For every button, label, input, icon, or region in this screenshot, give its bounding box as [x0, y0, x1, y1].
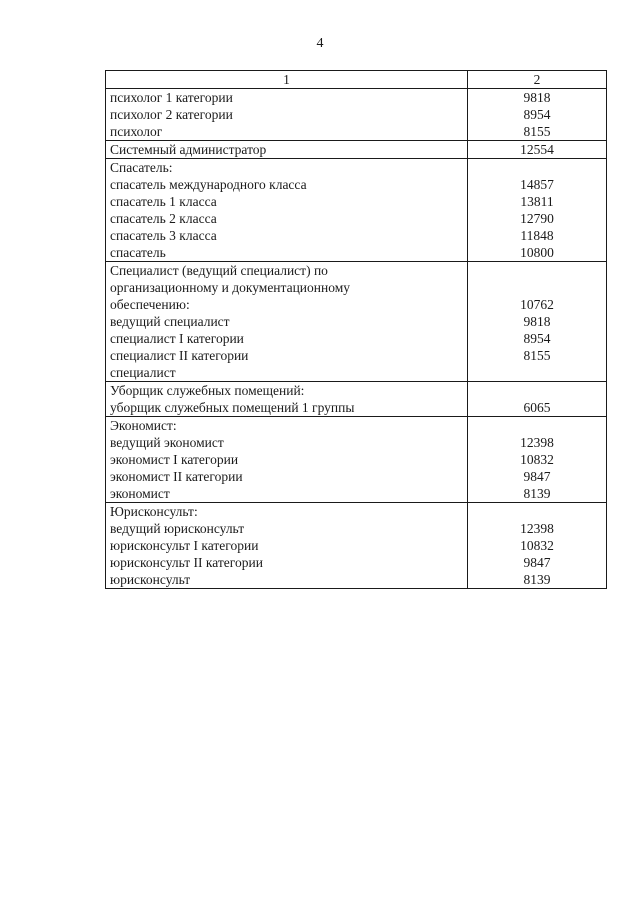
salary-value: 10832 — [520, 452, 554, 467]
group-title: Экономист: — [110, 418, 177, 433]
table-row — [106, 503, 607, 589]
position-name: юрисконсульт — [110, 572, 191, 587]
position-name: спасатель 1 класса — [110, 194, 217, 209]
position-cell — [106, 382, 468, 417]
position-name: уборщик служебных помещений 1 группы — [110, 400, 355, 415]
salary-value: 8954 — [523, 331, 551, 346]
table-row — [106, 262, 607, 382]
position-name: психолог 2 категории — [110, 107, 233, 122]
salary-cell — [468, 141, 607, 159]
position-name: ведущий экономист — [110, 435, 224, 450]
table-row — [106, 417, 607, 503]
position-cell — [106, 159, 468, 262]
salary-cell — [468, 262, 607, 382]
salary-value: 10800 — [520, 245, 554, 260]
position-cell — [106, 89, 468, 141]
salary-value: 11848 — [520, 228, 554, 243]
salary-value: 12790 — [520, 211, 554, 226]
salary-value: 8155 — [523, 124, 551, 139]
position-cell — [106, 141, 468, 159]
salary-cell — [468, 503, 607, 589]
group-title: Юрисконсульт: — [110, 504, 198, 519]
salary-value: 9847 — [523, 555, 551, 570]
table-row — [106, 89, 607, 141]
column-header-salary: 2 — [468, 71, 607, 89]
position-cell — [106, 503, 468, 589]
table-row — [106, 141, 607, 159]
salary-cell — [468, 382, 607, 417]
salary-value: 8139 — [523, 572, 551, 587]
salary-cell — [468, 89, 607, 141]
salary-value: 8155 — [523, 348, 551, 363]
position-name: спасатель 3 класса — [110, 228, 217, 243]
position-name: Специалист (ведущий специалист) по — [110, 263, 328, 278]
salary-value: 12398 — [520, 435, 554, 450]
position-name: юрисконсульт II категории — [110, 555, 263, 570]
salary-cell — [468, 417, 607, 503]
salary-value: 13811 — [520, 194, 554, 209]
position-name: обеспечению: — [110, 297, 190, 312]
position-name: психолог 1 категории — [110, 90, 233, 105]
salary-cell — [468, 159, 607, 262]
salary-value: 9847 — [523, 469, 551, 484]
position-name: экономист — [110, 486, 170, 501]
position-name: юрисконсульт I категории — [110, 538, 259, 553]
position-name: спасатель 2 класса — [110, 211, 217, 226]
salary-value: 8139 — [523, 486, 551, 501]
salary-value: 9818 — [523, 314, 551, 329]
position-name: ведущий специалист — [110, 314, 230, 329]
position-cell — [106, 262, 468, 382]
position-name: экономист I категории — [110, 452, 239, 467]
position-name: ведущий юрисконсульт — [110, 521, 245, 536]
position-cell — [106, 417, 468, 503]
salary-value: 8954 — [523, 107, 551, 122]
salary-value: 10832 — [520, 538, 554, 553]
position-name: экономист II категории — [110, 469, 243, 484]
salary-table — [105, 70, 607, 589]
salary-value: 12398 — [520, 521, 554, 536]
position-name: Системный администратор — [110, 142, 267, 157]
position-name: спасатель — [110, 245, 166, 260]
group-title: Уборщик служебных помещений: — [110, 383, 305, 398]
table-row — [106, 382, 607, 417]
salary-value: 9818 — [523, 90, 551, 105]
column-header-position: 1 — [106, 71, 468, 89]
position-name: спасатель международного класса — [110, 177, 307, 192]
salary-value: 6065 — [523, 400, 551, 415]
header-row — [106, 71, 607, 89]
position-name: специалист — [110, 365, 176, 380]
table-row — [106, 159, 607, 262]
position-name: специалист I категории — [110, 331, 244, 346]
page-number: 4 — [316, 36, 324, 51]
position-name: психолог — [110, 124, 163, 139]
position-name: организационному и документационному — [110, 280, 351, 295]
group-title: Спасатель: — [110, 160, 173, 175]
salary-value: 12554 — [520, 142, 554, 157]
salary-value: 10762 — [520, 297, 554, 312]
position-name: специалист II категории — [110, 348, 249, 363]
salary-value: 14857 — [520, 177, 554, 192]
